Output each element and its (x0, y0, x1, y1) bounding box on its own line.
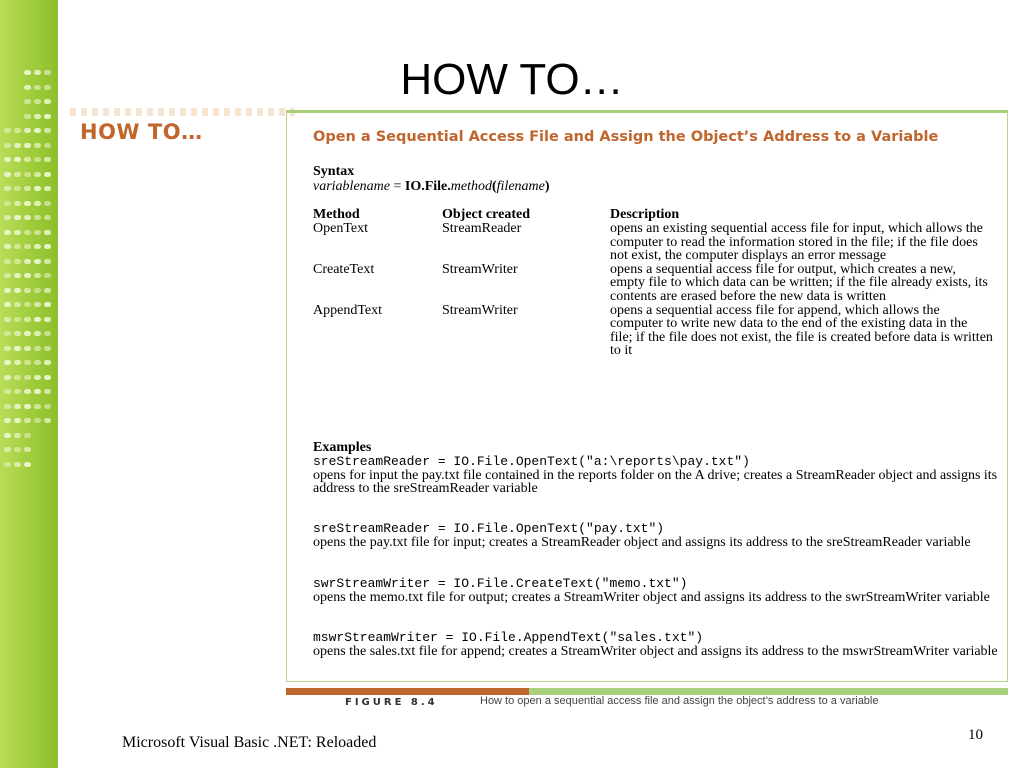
row-description: opens an existing sequential access file for input, which allows the computer to read the information stored in the file; if the file does not exist, the computer displays an error message (610, 221, 983, 264)
decorative-dot (34, 360, 41, 365)
decorative-dot (24, 128, 31, 133)
decorative-dot (34, 273, 41, 278)
caption-bar-accent (286, 688, 529, 695)
decorative-dot (14, 447, 21, 452)
syntax-close: ) (544, 179, 550, 194)
decorative-dot (4, 230, 11, 235)
decorative-dot (44, 244, 51, 249)
decorative-dot (14, 244, 21, 249)
example-description: opens the sales.txt file for append; creates a StreamWriter object and assigns its address to the mswrStreamWriter variable (313, 643, 998, 659)
syntax-open: ( (492, 179, 497, 194)
decorative-dot (4, 346, 11, 351)
decorative-dot (34, 317, 41, 322)
decorative-dot (4, 404, 11, 409)
decorative-dot (44, 302, 51, 307)
table-row (313, 263, 993, 304)
row-method: OpenText (313, 221, 369, 236)
decorative-dot (34, 215, 41, 220)
decorative-dot (44, 201, 51, 206)
decorative-dot (14, 462, 21, 467)
decorative-dot (24, 114, 31, 119)
decorative-dot (24, 157, 31, 162)
decorative-dot (4, 375, 11, 380)
decorative-dot (34, 114, 41, 119)
syntax-obj: IO.File. (404, 179, 451, 194)
decorative-dot (44, 317, 51, 322)
decorative-dot (24, 230, 31, 235)
decorative-dot (24, 389, 31, 394)
decorative-dot (4, 143, 11, 148)
decorative-dot (4, 389, 11, 394)
decorative-dot (24, 201, 31, 206)
methods-table (313, 208, 993, 358)
decorative-dot (34, 128, 41, 133)
example-code: swrStreamWriter = IO.File.CreateText("memo.txt") (313, 576, 688, 591)
decorative-dot (14, 186, 21, 191)
decorative-dot (44, 215, 51, 220)
row-object: StreamWriter (442, 302, 518, 318)
decorative-dot (4, 447, 11, 452)
decorative-dot (24, 302, 31, 307)
decorative-dot (4, 201, 11, 206)
decorative-dot (44, 273, 51, 278)
example-item (313, 631, 1003, 658)
example-item (313, 577, 1003, 604)
decorative-dot (14, 331, 21, 336)
table-row (313, 222, 993, 263)
decorative-strip (70, 108, 295, 116)
left-decorative-bar (0, 0, 58, 768)
example-description: opens the pay.txt file for input; creates a StreamReader object and assigns its address to the sreStreamReader variable (313, 534, 971, 550)
decorative-dot (4, 317, 11, 322)
decorative-dot (44, 114, 51, 119)
decorative-dot (4, 172, 11, 177)
decorative-dot (14, 172, 21, 177)
decorative-dot (24, 433, 31, 438)
decorative-dot (4, 273, 11, 278)
howto-label: HOW TO… (80, 120, 203, 144)
examples-heading: Examples (313, 440, 372, 455)
decorative-dot (4, 215, 11, 220)
decorative-dot (44, 230, 51, 235)
syntax-eq: = (389, 179, 405, 194)
row-object: StreamReader (442, 221, 522, 236)
decorative-dot (34, 172, 41, 177)
row-object: StreamWriter (442, 261, 518, 277)
decorative-dot (44, 360, 51, 365)
decorative-dot (14, 433, 21, 438)
decorative-dot (24, 288, 31, 293)
decorative-dot (14, 288, 21, 293)
decorative-dot (4, 157, 11, 162)
row-description: opens a sequential access file for output, which creates a new, empty file to which data can be written; if the file already exists, its contents are erased before the new data is written (610, 261, 988, 304)
decorative-dot (44, 288, 51, 293)
decorative-dot (24, 273, 31, 278)
header-method: Method (313, 207, 360, 222)
decorative-dot (24, 172, 31, 177)
example-code: sreStreamReader = IO.File.OpenText("pay.txt") (313, 521, 665, 536)
decorative-dot (24, 462, 31, 467)
decorative-dot (44, 404, 51, 409)
decorative-dot (34, 201, 41, 206)
decorative-dot (44, 128, 51, 133)
decorative-dot (4, 128, 11, 133)
syntax-arg: filename (496, 179, 545, 194)
decorative-dot (4, 302, 11, 307)
syntax-line (313, 180, 550, 194)
decorative-dot (44, 331, 51, 336)
row-method: CreateText (313, 261, 375, 277)
decorative-dot (24, 360, 31, 365)
decorative-dot (24, 447, 31, 452)
decorative-dot (44, 418, 51, 423)
page-number: 10 (968, 727, 983, 743)
decorative-dot (34, 331, 41, 336)
decorative-dot (14, 375, 21, 380)
decorative-dot (24, 215, 31, 220)
decorative-dot (24, 418, 31, 423)
decorative-dot (4, 360, 11, 365)
decorative-dot (14, 201, 21, 206)
examples-label (313, 441, 1003, 455)
table-row (313, 304, 993, 358)
example-item (313, 455, 1003, 496)
example-item (313, 522, 1003, 549)
footer-title: Microsoft Visual Basic .NET: Reloaded (122, 734, 377, 751)
table-header (313, 208, 993, 222)
decorative-dot (24, 375, 31, 380)
decorative-dot (4, 186, 11, 191)
figure-caption: How to open a sequential access file and assign the object’s address to a variable (480, 695, 879, 707)
decorative-dot (24, 244, 31, 249)
example-description: opens the memo.txt file for output; creates a StreamWriter object and assigns its address to the swrStreamWriter variable (313, 589, 990, 605)
decorative-dot (14, 259, 21, 264)
decorative-dot (34, 346, 41, 351)
decorative-dot (14, 143, 21, 148)
decorative-dot (34, 230, 41, 235)
syntax-method: method (450, 179, 492, 194)
figure-number: FIGURE 8.4 (345, 697, 438, 708)
decorative-dot (4, 331, 11, 336)
decorative-dot (14, 346, 21, 351)
decorative-dots (0, 70, 58, 490)
decorative-dot (14, 418, 21, 423)
figure-heading: Open a Sequential Access File and Assign the Object’s Address to a Variable (313, 129, 939, 145)
decorative-dot (4, 433, 11, 438)
decorative-dot (44, 389, 51, 394)
decorative-dot (34, 157, 41, 162)
decorative-dot (14, 128, 21, 133)
example-description: opens for input the pay.txt file contained in the reports folder on the A drive; creates a StreamReader object and assigns its address to the sreStreamReader variable (313, 467, 998, 497)
decorative-dot (24, 331, 31, 336)
decorative-dot (24, 346, 31, 351)
decorative-dot (44, 186, 51, 191)
decorative-dot (34, 143, 41, 148)
decorative-dot (14, 389, 21, 394)
decorative-dot (14, 157, 21, 162)
syntax-label: Syntax (313, 164, 355, 179)
decorative-dot (34, 259, 41, 264)
decorative-dot (44, 172, 51, 177)
decorative-dot (4, 259, 11, 264)
decorative-dot (24, 143, 31, 148)
decorative-dot (14, 404, 21, 409)
decorative-dot (34, 375, 41, 380)
decorative-dot (14, 317, 21, 322)
example-code: sreStreamReader = IO.File.OpenText("a:\reports\pay.txt") (313, 454, 750, 469)
decorative-dot (44, 143, 51, 148)
decorative-dot (14, 302, 21, 307)
decorative-dot (44, 346, 51, 351)
decorative-dot (34, 302, 41, 307)
syntax-var: variablename (313, 179, 390, 194)
decorative-dot (24, 404, 31, 409)
decorative-dot (24, 186, 31, 191)
decorative-dot (4, 244, 11, 249)
decorative-dot (34, 418, 41, 423)
slide-title: HOW TO… (400, 55, 624, 104)
decorative-dot (14, 230, 21, 235)
decorative-dot (14, 360, 21, 365)
decorative-dot (44, 375, 51, 380)
decorative-dot (34, 389, 41, 394)
decorative-dot (34, 404, 41, 409)
decorative-dot (14, 215, 21, 220)
decorative-dot (34, 244, 41, 249)
row-description: opens a sequential access file for append, which allows the computer to write new data to the end of the existing data in the file; if the file does not exist, the file is created before data is written to it (610, 302, 993, 359)
header-object: Object created (442, 207, 530, 222)
decorative-dot (34, 186, 41, 191)
row-method: AppendText (313, 302, 383, 318)
decorative-dot (4, 418, 11, 423)
decorative-dot (44, 259, 51, 264)
decorative-dot (24, 317, 31, 322)
decorative-dot (14, 273, 21, 278)
decorative-dot (4, 462, 11, 467)
decorative-dot (34, 288, 41, 293)
decorative-dot (24, 259, 31, 264)
decorative-dot (4, 288, 11, 293)
header-description: Description (610, 207, 680, 222)
example-code: mswrStreamWriter = IO.File.AppendText("sales.txt") (313, 630, 704, 645)
decorative-dot (44, 157, 51, 162)
